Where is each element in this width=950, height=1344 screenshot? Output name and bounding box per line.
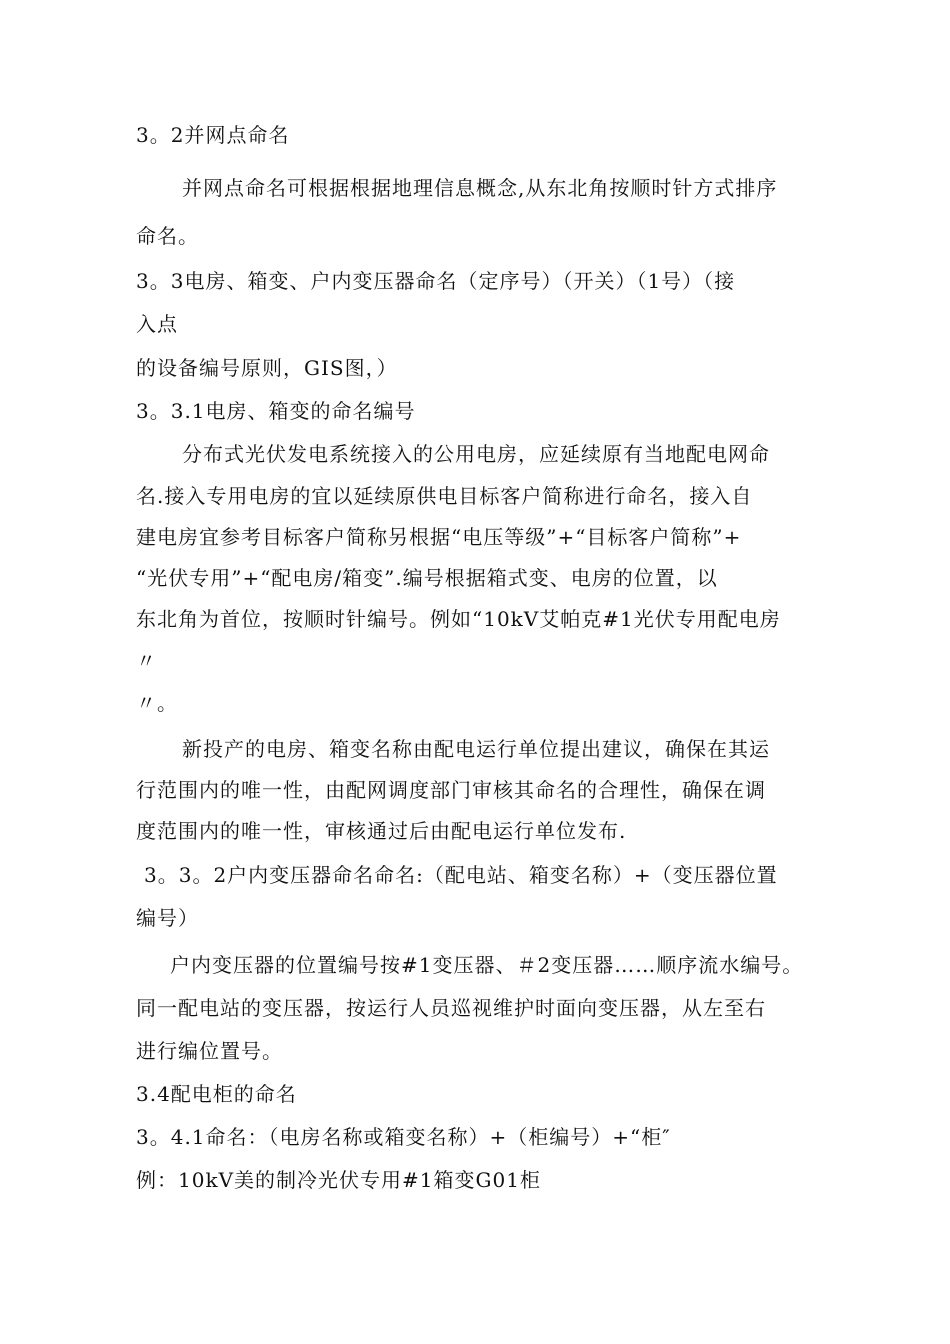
paragraph-line: 东北角为首位，按顺时针编号。例如“10kV艾帕克#1光伏专用配电房 — [136, 607, 781, 631]
section-heading-3-3-1: 3。3.1电房、箱变的命名编号 — [136, 399, 416, 423]
section-heading-3-4-1: 3。4.1命名：（电房名称或箱变名称）+（柜编号）+“柜″ — [136, 1125, 671, 1149]
paragraph-line: 户内变压器的位置编号按#1变压器、＃2变压器……顺序流水编号。 — [170, 953, 804, 977]
paragraph-line: 新投产的电房、箱变名称由配电运行单位提出建议，确保在其运 — [182, 737, 770, 761]
paragraph-line: 度范围内的唯一性，审核通过后由配电运行单位发布. — [136, 819, 627, 843]
section-heading-3-3-cont: 入点 — [136, 312, 178, 336]
section-heading-3-4: 3.4配电柜的命名 — [136, 1082, 297, 1106]
example-line: 例：10kV美的制冷光伏专用#1箱变G01柜 — [136, 1168, 541, 1192]
paragraph-line: 进行编位置号。 — [136, 1039, 283, 1063]
paragraph-line: 命名。 — [136, 224, 199, 248]
paragraph-line: 〃。 — [136, 691, 178, 715]
section-heading-3-3-cont: 的设备编号原则，GIS图，） — [136, 356, 398, 380]
paragraph-line: 〃 — [136, 649, 157, 673]
paragraph-line: 并网点命名可根据根据地理信息概念,从东北角按顺时针方式排序 — [182, 176, 778, 200]
paragraph-line: 同一配电站的变压器，按运行人员巡视维护时面向变压器，从左至右 — [136, 996, 766, 1020]
section-heading-3-3-2-cont: 编号） — [136, 906, 199, 930]
paragraph-line: 建电房宜参考目标客户简称另根据“电压等级”+“目标客户简称”+ — [136, 525, 742, 549]
paragraph-line: 名.接入专用电房的宜以延续原供电目标客户简称进行命名，接入自 — [136, 484, 753, 508]
paragraph-line: 行范围内的唯一性，由配网调度部门审核其命名的合理性，确保在调 — [136, 778, 766, 802]
paragraph-line: 分布式光伏发电系统接入的公用电房，应延续原有当地配电网命 — [182, 442, 770, 466]
section-heading-3-3: 3。3电房、箱变、户内变压器命名（定序号）（开关）（1号）（接 — [136, 269, 736, 293]
section-heading-3-2: 3。2并网点命名 — [136, 123, 290, 147]
section-heading-3-3-2: 3。3。2户内变压器命名命名:（配电站、箱变名称）+（变压器位置 — [144, 863, 778, 887]
paragraph-line: “光伏专用”+“配电房/箱变”.编号根据箱式变、电房的位置，以 — [136, 566, 718, 590]
